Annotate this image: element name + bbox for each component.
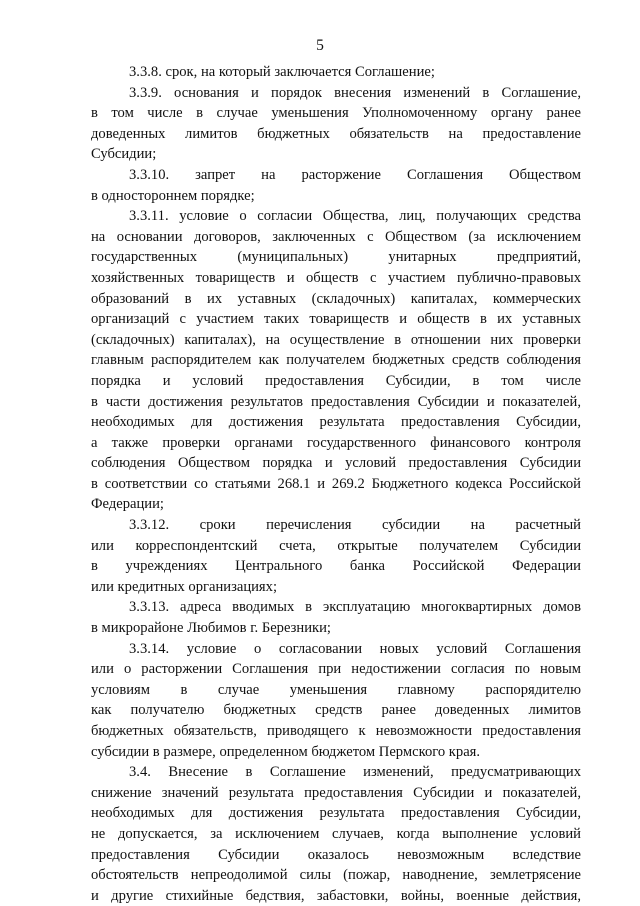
text-line: и другие стихийные бедствия, забастовки, войны, военные действия, <box>91 887 581 904</box>
text-line: 3.3.14. условие о согласовании новых условий Соглашения <box>129 640 581 657</box>
text-line: обстоятельств непреодолимой силы (пожар, наводнение, землетрясение <box>91 867 581 884</box>
text-line: 3.3.9. основания и порядок внесения изменений в Соглашение, <box>129 84 581 101</box>
paragraph-p34 <box>91 762 581 906</box>
text-line: государственных (муниципальных) унитарных предприятий, <box>91 249 581 266</box>
paragraph-p3313 <box>91 597 581 638</box>
text-line: субсидии в размере, определенном бюджетом Пермского края. <box>91 743 481 760</box>
text-line: хозяйственных товариществ и обществ с участием публично-правовых <box>91 269 581 286</box>
text-line: 3.3.8. срок, на который заключается Соглашение; <box>129 64 435 80</box>
text-line: 3.4. Внесение в Соглашение изменений, предусматривающих <box>129 764 581 781</box>
text-line: соблюдения Обществом порядка и условий предоставления Субсидии <box>91 455 581 472</box>
text-line: бюджетных обязательств, приводящего к невозможности предоставления <box>91 723 581 739</box>
document-body <box>91 62 581 906</box>
paragraph-p338 <box>91 62 581 83</box>
text-line: 3.3.10. запрет на расторжение Соглашения Обществом <box>129 166 581 183</box>
text-line: доведенных лимитов бюджетных обязательств на предоставление <box>91 125 581 142</box>
text-line: в одностороннем порядке; <box>91 187 255 204</box>
text-line: 3.3.12. сроки перечисления субсидии на расчетный <box>129 517 581 534</box>
text-line: в части достижения результатов предоставления Субсидии и показателей, <box>91 393 581 410</box>
text-line: 3.3.13. адреса вводимых в эксплуатацию многоквартирных домов <box>129 599 581 616</box>
text-line: в том числе в случае уменьшения Уполномоченному органу ранее <box>91 105 581 122</box>
text-line: в учреждениях Центрального банка Российской Федерации <box>91 558 581 575</box>
text-line: или корреспондентский счета, открытые получателем Субсидии <box>91 537 581 554</box>
text-line: образований в их уставных (складочных) капиталах, коммерческих <box>91 290 581 307</box>
text-line: в микрорайоне Любимов г. Березники; <box>91 620 331 637</box>
text-line: или о расторжении Соглашения при недостижении согласия по новым <box>91 661 581 678</box>
text-line: порядка и условий предоставления Субсидии, в том числе <box>91 372 581 389</box>
text-line: необходимых для достижения результата предоставления Субсидии, <box>91 805 581 822</box>
text-line: 3.3.11. условие о согласии Общества, лиц, получающих средства <box>129 208 581 225</box>
paragraph-p3312 <box>91 515 581 597</box>
page-number: 5 <box>316 37 324 54</box>
text-line: Федерации; <box>91 496 164 513</box>
text-line: или кредитных организациях; <box>91 578 277 595</box>
text-line: не допускается, за исключением случаев, когда выполнение условий <box>91 825 581 842</box>
text-line: как получателю бюджетных средств ранее доведенных лимитов <box>91 702 581 719</box>
text-line: необходимых для достижения результата предоставления Субсидии, <box>91 414 581 431</box>
text-line: (складочных) капиталах), на осуществление в отношении них проверки <box>91 331 581 348</box>
text-line: Субсидии; <box>91 146 157 163</box>
paragraph-p3311 <box>91 206 581 515</box>
paragraph-p339 <box>91 83 581 165</box>
text-line: в соответствии со статьями 268.1 и 269.2 Бюджетного кодекса Российской <box>91 475 581 492</box>
paragraph-p3314 <box>91 639 581 763</box>
paragraph-p3310 <box>91 165 581 206</box>
text-line: предоставления Субсидии оказалось невозможным вследствие <box>91 846 581 863</box>
text-line: снижение значений результата предоставления Субсидии и показателей, <box>91 784 581 801</box>
text-line: на основании договоров, заключенных с Обществом (за исключением <box>91 228 581 245</box>
text-line: главным распорядителем как получателем бюджетных средств соблюдения <box>91 352 581 369</box>
text-line: организаций с участием таких товариществ и обществ в их уставных <box>91 311 581 328</box>
text-line: условиям в случае уменьшения главному распорядителю <box>91 681 581 698</box>
text-line: а также проверки органами государственного финансового контроля <box>91 434 581 451</box>
